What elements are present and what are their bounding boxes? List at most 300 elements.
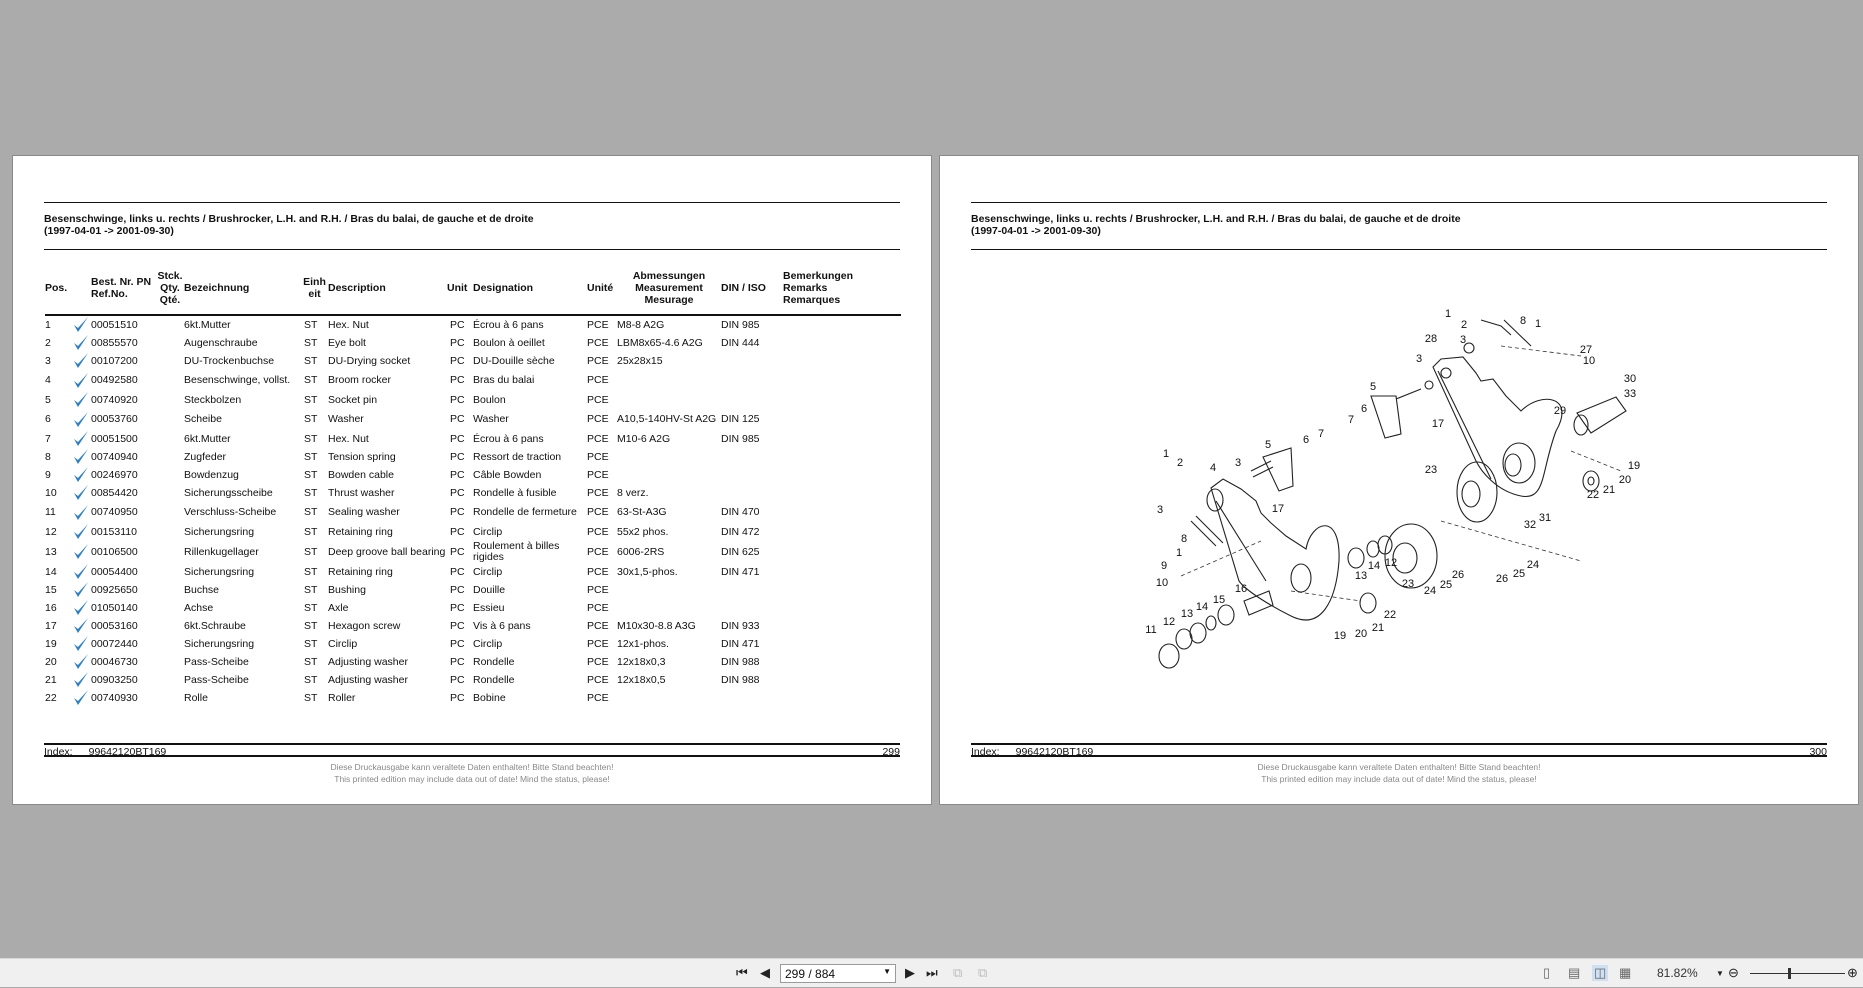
cell-pos: 15 [45,583,57,596]
cell-desc: Hex. Nut [328,318,369,331]
cell-unit: PC [450,583,465,596]
cell-unit: PC [450,354,465,367]
cell-desig: Bras du balai [473,374,535,386]
previous-page-icon[interactable]: ◀ [760,965,770,980]
callout-label: 24 [1526,559,1540,571]
cell-desig: Écrou à 6 pans [473,432,544,445]
cell-pos: 10 [45,486,57,499]
cell-unit: PC [450,450,465,463]
cell-einheit: ST [304,601,318,614]
cell-unit: PC [450,545,465,558]
callout-label: 12 [1384,557,1398,569]
cell-meas: 25x28x15 [617,354,663,367]
page-number-input[interactable] [780,964,896,983]
cell-unit: PC [450,525,465,538]
col-unit: Unit [447,264,473,315]
col-bezeichnung: Bezeichnung [184,264,301,315]
cell-unite: PCE [587,413,609,425]
cell-einheit: ST [304,691,318,704]
cell-desig: DU-Douille sèche [473,354,555,367]
continuous-view-icon[interactable]: ▤ [1568,965,1581,980]
cell-meas: 12x1-phos. [617,637,669,650]
cell-meas: 12x18x0,5 [617,673,666,686]
cell-unit: PC [450,486,465,499]
cell-pos: 12 [45,525,57,538]
last-page-icon[interactable]: ⏭ [926,965,938,980]
callout-label: 22 [1586,489,1600,501]
cell-bez: DU-Trockenbuchse [184,354,275,367]
cell-unite: PCE [587,374,609,386]
date-range: (1997-04-01 -> 2001-09-30) [971,225,1101,237]
cell-pn: 00740920 [91,393,138,406]
cell-bez: Sicherungsring [184,637,255,650]
cell-unit: PC [450,393,465,406]
cell-unite: PCE [587,565,609,578]
cell-bez: Zugfeder [184,450,227,463]
callout-label: 8 [1180,533,1188,545]
callout-label: 27 [1579,344,1593,356]
cell-meas: 8 verz. [617,486,649,499]
index-footer [971,743,1827,757]
col-pn: Best. Nr. PN Ref.No. [73,264,156,315]
callout-label: 5 [1264,439,1272,451]
viewer-toolbar [0,958,1863,987]
cell-einheit: ST [304,393,318,406]
cell-pn: 00053760 [91,413,138,425]
cell-bez: Achse [184,601,214,614]
cell-unit: PC [450,655,465,668]
cell-bez: Pass-Scheibe [184,655,249,668]
callout-label: 7 [1317,428,1325,440]
callout-label: 14 [1367,560,1381,572]
cell-unit: PC [450,336,465,349]
cell-desc: Thrust washer [328,486,395,499]
cell-pn: 00740940 [91,450,138,463]
page-right [939,155,1859,805]
cell-bez: Rolle [184,691,208,704]
callout-label: 20 [1354,628,1368,640]
cell-desc: Eye bolt [328,336,366,349]
callout-label: 20 [1618,474,1632,486]
cell-desc: Deep groove ball bearing [328,545,446,558]
cell-bez: Verschluss-Scheibe [184,506,277,518]
cell-unite: PCE [587,393,609,406]
cell-bez: 6kt.Mutter [184,432,231,445]
callout-label: 25 [1439,579,1453,591]
cell-unite: PCE [587,486,609,499]
paste-icon[interactable]: ⧉ [978,965,988,980]
zoom-out-icon[interactable]: ⊖ [1728,965,1739,980]
callout-label: 26 [1495,573,1509,585]
cell-din: DIN 472 [721,525,760,538]
cell-meas: M8-8 A2G [617,318,665,331]
cell-desc: Washer [328,413,364,425]
col-din: DIN / ISO [721,264,783,315]
cell-desig: Douille [473,583,506,596]
cell-einheit: ST [304,468,318,481]
cell-desig: Boulon à oeillet [473,336,545,349]
cell-desc: Roller [328,691,356,704]
title-line: Besenschwinge, links u. rechts / Brushrocker, L.H. and R.H. / Bras du balai, de gauche et de droite [44,213,534,225]
cell-desig: Boulon [473,393,506,406]
col-einheit: Einheit [301,264,328,315]
cell-desig: Circlip [473,637,503,650]
cell-unit: PC [450,506,465,518]
callout-label: 10 [1155,577,1169,589]
index-value: 99642120BT169 [1015,746,1094,758]
cell-desc: Adjusting washer [328,673,408,686]
cell-desc: Tension spring [328,450,396,463]
callout-label: 22 [1383,609,1397,621]
cell-desc: Circlip [328,637,358,650]
cell-pos: 22 [45,691,57,704]
cell-desc: Axle [328,601,349,614]
cell-meas: 30x1,5-phos. [617,565,678,578]
cell-pos: 17 [45,619,57,632]
cell-pn: 00106500 [91,545,138,558]
cell-einheit: ST [304,486,318,499]
cell-desc: Broom rocker [328,374,392,386]
cell-desig: Circlip [473,525,503,538]
callout-label: 21 [1371,622,1385,634]
cell-desig: Washer [473,413,509,425]
cell-bez: Pass-Scheibe [184,673,249,686]
cell-din: DIN 444 [721,336,760,349]
cell-pn: 00740950 [91,506,138,518]
cell-pn: 00740930 [91,691,138,704]
cell-einheit: ST [304,619,318,632]
callout-label: 16 [1234,583,1248,595]
page-field-value: 299 / 884 [785,967,836,981]
callout-label: 1 [1162,448,1170,460]
callout-label: 3 [1234,457,1242,469]
zoom-dropdown-icon[interactable]: ▼ [1716,969,1724,978]
callout-label: 8 [1519,315,1527,327]
cell-meas: LBM8x65-4.6 A2G [617,336,703,349]
cell-unite: PCE [587,619,609,632]
cell-pos: 1 [45,318,51,331]
cell-desig: Rondelle de fermeture [473,506,577,518]
disclaimer-de: Diese Druckausgabe kann veraltete Daten enthalten! Bitte Stand beachten! [1257,762,1541,772]
cell-einheit: ST [304,545,318,558]
cell-bez: Buchse [184,583,220,596]
continuous-facing-view-icon[interactable]: ▦ [1619,965,1632,980]
callout-label: 6 [1302,434,1310,446]
callout-label: 2 [1460,319,1468,331]
cell-pos: 20 [45,655,57,668]
cell-pn: 00492580 [91,374,138,386]
cell-unite: PCE [587,354,609,367]
cell-unit: PC [450,432,465,445]
cell-einheit: ST [304,565,318,578]
cell-meas: A10,5-140HV-St A2G [617,413,717,425]
copy-icon[interactable]: ⧉ [953,965,963,980]
cell-pn: 01050140 [91,601,138,614]
cell-din: DIN 125 [721,413,760,425]
cell-unit: PC [450,601,465,614]
cell-unite: PCE [587,655,609,668]
callout-label: 19 [1627,460,1641,472]
callout-label: 3 [1156,504,1164,516]
cell-desig: Écrou à 6 pans [473,318,544,331]
col-remarks: Bemerkungen Remarks Remarques [783,264,901,315]
cell-einheit: ST [304,525,318,538]
cell-desc: Bushing [328,583,366,596]
col-description: Description [328,264,447,315]
cell-unit: PC [450,374,465,386]
cell-unite: PCE [587,545,609,558]
cell-bez: Scheibe [184,413,222,425]
zoom-slider[interactable] [1750,973,1845,974]
cell-desig: Bobine [473,691,506,704]
col-designation: Designation [473,264,587,315]
cell-einheit: ST [304,583,318,596]
cell-desig: Essieu [473,601,505,614]
cell-pos: 8 [45,450,51,463]
cell-din: DIN 471 [721,565,760,578]
callout-label: 24 [1423,585,1437,597]
cell-bez: Sicherungsring [184,525,255,538]
cell-pos: 16 [45,601,57,614]
cell-din: DIN 988 [721,673,760,686]
disclaimer-en: This printed edition may include data out of date! Mind the status, please! [334,774,610,784]
title-line: Besenschwinge, links u. rechts / Brushrocker, L.H. and R.H. / Bras du balai, de gauche et de droite [971,213,1461,225]
cell-bez: 6kt.Schraube [184,619,246,632]
facing-view-icon[interactable]: ◫ [1594,965,1607,980]
callout-label: 32 [1523,519,1537,531]
cell-meas: 63-St-A3G [617,506,667,518]
first-page-icon[interactable]: ⏮ [736,965,748,980]
disclaimer-de: Diese Druckausgabe kann veraltete Daten enthalten! Bitte Stand beachten! [330,762,614,772]
cell-unite: PCE [587,336,609,349]
page-number: 299 [882,746,900,758]
zoom-in-icon[interactable]: ⊕ [1847,965,1858,980]
cell-desig: Rondelle à fusible [473,486,557,499]
callout-label: 15 [1212,594,1226,606]
cell-pos: 7 [45,432,51,445]
cell-pn: 00855570 [91,336,138,349]
cell-pn: 00051510 [91,318,138,331]
cell-einheit: ST [304,413,318,425]
cell-meas: M10-6 A2G [617,432,671,445]
cell-einheit: ST [304,655,318,668]
cell-pn: 00925650 [91,583,138,596]
cell-unit: PC [450,673,465,686]
assembly-lines [1181,346,1621,601]
callout-label: 6 [1360,403,1368,415]
cell-einheit: ST [304,318,318,331]
cell-pos: 6 [45,413,51,425]
cell-unite: PCE [587,468,609,481]
cell-pos: 11 [45,506,56,518]
cell-unit: PC [450,637,465,650]
cell-desc: Retaining ring [328,525,393,538]
cell-pos: 19 [45,637,57,650]
exploded-parts-diagram [1,1,1863,988]
callout-label: 13 [1354,570,1368,582]
index-label: Index: [971,746,1000,758]
cell-pn: 00051500 [91,432,138,445]
cell-desig: Vis à 6 pans [473,619,531,632]
cell-din: DIN 988 [721,655,760,668]
cell-pos: 9 [45,468,51,481]
callout-label: 29 [1553,405,1567,417]
cell-din: DIN 985 [721,432,760,445]
callout-label: 1 [1534,318,1542,330]
callout-label: 17 [1431,418,1445,430]
callout-label: 1 [1175,547,1183,559]
cell-pn: 00107200 [91,354,138,367]
cell-meas: 55x2 phos. [617,525,669,538]
cell-unit: PC [450,413,465,425]
cell-meas: 6006-2RS [617,545,665,558]
cell-unite: PCE [587,506,609,518]
cell-unit: PC [450,565,465,578]
cell-bez: 6kt.Mutter [184,318,231,331]
cell-einheit: ST [304,506,318,518]
cell-desc: Adjusting washer [328,655,408,668]
cell-desig: Rondelle [473,655,515,668]
callout-label: 9 [1160,560,1168,572]
cell-desig: Circlip [473,565,503,578]
cell-desc: Retaining ring [328,565,393,578]
callout-label: 25 [1512,568,1526,580]
cell-unit: PC [450,468,465,481]
cell-pos: 3 [45,354,51,367]
chevron-down-icon[interactable]: ▼ [883,967,891,976]
col-measurement: Abmessungen Measurement Mesurage [617,264,721,315]
zoom-level[interactable]: 81.82% [1657,966,1698,980]
cell-desig: Roulement à billes rigides [473,540,560,563]
cell-pn: 00854420 [91,486,138,499]
cell-einheit: ST [304,374,318,386]
callout-label: 17 [1271,503,1285,515]
cell-pos: 2 [45,336,51,349]
cell-desc: Bowden cable [328,468,394,481]
callout-label: 2 [1176,457,1184,469]
col-unite: Unité [587,264,617,315]
cell-desig: Ressort de traction [473,450,562,463]
cell-einheit: ST [304,673,318,686]
zoom-slider-handle[interactable] [1788,968,1791,979]
cell-unite: PCE [587,583,609,596]
callout-label: 31 [1538,512,1552,524]
cell-unit: PC [450,318,465,331]
cell-din: DIN 470 [721,506,760,518]
cell-desc: Hexagon screw [328,619,401,632]
callout-label: 30 [1623,373,1637,385]
callout-label: 14 [1195,601,1209,613]
cell-pn: 00072440 [91,637,138,650]
callout-label: 21 [1602,484,1616,496]
disclaimer-en: This printed edition may include data out of date! Mind the status, please! [1261,774,1537,784]
cell-desc: Socket pin [328,393,378,406]
callout-label: 26 [1451,569,1465,581]
cell-pos: 4 [45,374,51,386]
callout-label: 5 [1369,381,1377,393]
cell-desc: Hex. Nut [328,432,369,445]
cell-pos: 5 [45,393,51,406]
cell-din: DIN 625 [721,545,760,558]
cell-einheit: ST [304,450,318,463]
col-pos: Pos. [45,264,73,315]
index-label: Index: [44,746,73,758]
callout-label: 4 [1209,462,1217,474]
cell-unite: PCE [587,525,609,538]
callout-label: 3 [1415,353,1423,365]
next-page-icon[interactable]: ▶ [905,965,915,980]
index-value: 99642120BT169 [88,746,167,758]
cell-pn: 00053160 [91,619,138,632]
cell-unite: PCE [587,432,609,445]
callout-label: 33 [1623,388,1637,400]
cell-pn: 00246970 [91,468,138,481]
cell-desc: Sealing washer [328,506,400,518]
callout-label: 10 [1582,355,1596,367]
cell-unit: PC [450,619,465,632]
date-range: (1997-04-01 -> 2001-09-30) [44,225,174,237]
callout-label: 28 [1424,333,1438,345]
cell-unite: PCE [587,318,609,331]
cell-bez: Augenschraube [184,336,258,349]
cell-desc: DU-Drying socket [328,354,411,367]
cell-desig: Rondelle [473,673,515,686]
cell-pn: 00046730 [91,655,138,668]
callout-label: 7 [1347,414,1355,426]
callout-label: 23 [1401,578,1415,590]
cell-meas: M10x30-8.8 A3G [617,619,696,632]
cell-bez: Besenschwinge, vollst. [184,374,291,386]
cell-pn: 00903250 [91,673,138,686]
cell-meas: 12x18x0,3 [617,655,666,668]
cell-bez: Sicherungsscheibe [184,486,273,499]
cell-bez: Steckbolzen [184,393,242,406]
cell-einheit: ST [304,432,318,445]
cell-einheit: ST [304,354,318,367]
callout-labels [1145,308,1640,642]
page-number: 300 [1809,746,1827,758]
callout-label: 3 [1459,334,1467,346]
callout-label: 11 [1145,624,1157,636]
cell-bez: Bowdenzug [184,468,239,481]
cell-pos: 14 [45,565,57,578]
cell-pos: 13 [45,545,57,558]
cell-pos: 21 [45,673,57,686]
callout-label: 1 [1444,308,1452,320]
cell-din: DIN 471 [721,637,760,650]
cell-desig: Câble Bowden [473,468,542,481]
callout-label: 12 [1162,616,1176,628]
cell-unite: PCE [587,691,609,704]
cell-unite: PCE [587,637,609,650]
callout-label: 19 [1333,630,1347,642]
callout-label: 13 [1180,608,1194,620]
cell-bez: Rillenkugellager [184,545,259,558]
cell-bez: Sicherungsring [184,565,255,578]
cell-din: DIN 933 [721,619,760,632]
single-page-view-icon[interactable]: ▯ [1543,965,1551,980]
cell-unite: PCE [587,673,609,686]
cell-einheit: ST [304,637,318,650]
cell-unite: PCE [587,601,609,614]
cell-din: DIN 985 [721,318,760,331]
cell-pn: 00054400 [91,565,138,578]
cell-unit: PC [450,691,465,704]
cell-einheit: ST [304,336,318,349]
callout-label: 23 [1424,464,1438,476]
col-qty: Stck. Qty. Qté. [156,264,184,315]
cell-pn: 00153110 [91,525,137,538]
